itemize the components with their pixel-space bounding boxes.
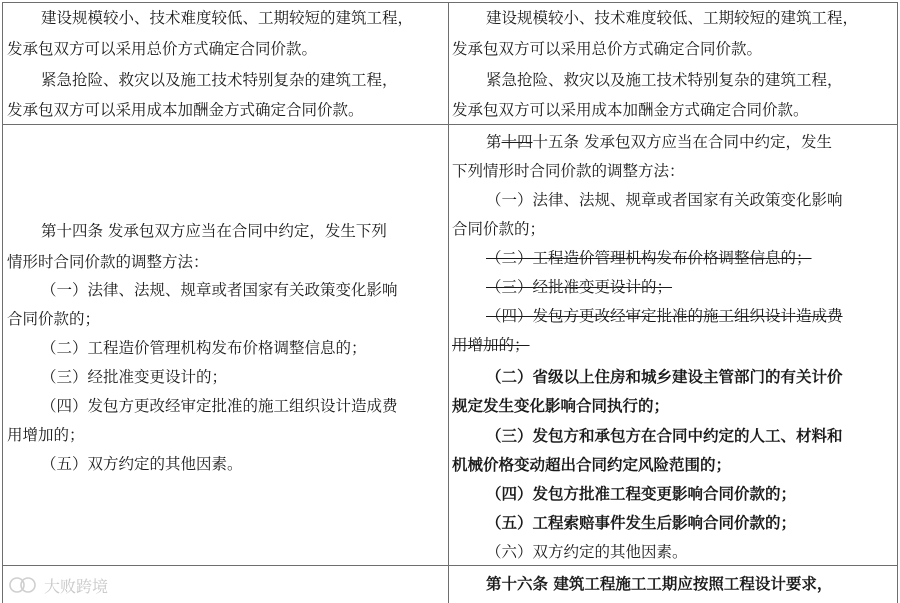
deleted-item-2: （二）工程造价管理机构发布价格调整信息的； xyxy=(486,249,812,267)
added-item-2-cont: 规定发生变化影响合同执行的； xyxy=(452,396,670,415)
left-item-5: （五）双方约定的其他因素。 xyxy=(41,455,243,473)
right-item-6: （六）双方约定的其他因素。 xyxy=(486,543,688,561)
left-r1-line-3: 紧急抢险、救灾以及施工技术特别复杂的建筑工程， xyxy=(41,71,398,89)
left-item-2: （二）工程造价管理机构发布价格调整信息的； xyxy=(41,339,367,357)
left-article-14-heading: 第十四条 发承包双方应当在合同中约定，发生下列 xyxy=(41,222,387,240)
right-r1-line-4: 发承包双方可以采用成本加酬金方式确定合同价款。 xyxy=(452,101,809,119)
added-item-4: （四）发包方批准工程变更影响合同价款的； xyxy=(486,484,797,503)
right-item-1: （一）法律、法规、规章或者国家有关政策变化影响 xyxy=(486,191,843,209)
left-r2-line-2: 情形时合同价款的调整方法： xyxy=(7,253,209,271)
row-divider-1 xyxy=(2,124,898,125)
table-border-top xyxy=(2,2,898,3)
added-item-3: （三）发包方和承包方在合同中约定的人工、材料和 xyxy=(486,426,843,445)
left-item-3: （三）经批准变更设计的； xyxy=(41,368,228,386)
struck-article-number: 十四 xyxy=(501,133,533,151)
watermark-text: 大败跨境 xyxy=(44,576,109,596)
table-border-right xyxy=(897,2,898,603)
table-border-left xyxy=(2,2,3,603)
right-r1-line-3: 紧急抢险、救灾以及施工技术特别复杂的建筑工程， xyxy=(486,71,843,89)
deleted-item-4: （四）发包方更改经审定批准的施工组织设计造成费 xyxy=(486,307,843,325)
added-item-3-cont: 机械价格变动超出合同约定风险范围的； xyxy=(452,455,732,474)
added-item-5: （五）工程索赔事件发生后影响合同价款的； xyxy=(486,513,797,532)
right-article-16-heading: 第十六条 建筑工程施工工期应按照工程设计要求， xyxy=(486,574,833,593)
right-r1-line-1: 建设规模较小、技术难度较低、工期较短的建筑工程， xyxy=(486,9,859,27)
article-prefix: 第 xyxy=(486,133,502,151)
right-item-1-cont: 合同价款的； xyxy=(452,220,546,238)
deleted-item-4-cont: 用增加的； xyxy=(452,336,530,354)
deleted-item-3: （三）经批准变更设计的； xyxy=(486,278,673,296)
watermark xyxy=(8,573,108,597)
new-article-number: 十五 xyxy=(532,133,564,151)
right-r2-line-2: 下列情形时合同价款的调整方法： xyxy=(452,162,685,180)
left-item-1: （一）法律、法规、规章或者国家有关政策变化影响 xyxy=(41,281,398,299)
watermark-logo-icon xyxy=(8,575,38,595)
left-r1-line-2: 发承包双方可以采用总价方式确定合同价款。 xyxy=(7,40,318,58)
left-r1-line-4: 发承包双方可以采用成本加酬金方式确定合同价款。 xyxy=(7,101,364,119)
right-article-15-heading xyxy=(452,132,896,152)
column-divider xyxy=(448,2,449,603)
left-item-1-cont: 合同价款的； xyxy=(7,310,101,328)
left-item-4: （四）发包方更改经审定批准的施工组织设计造成费 xyxy=(41,397,398,415)
added-item-2: （二）省级以上住房和城乡建设主管部门的有关计价 xyxy=(486,367,843,386)
left-item-4-cont: 用增加的； xyxy=(7,426,85,444)
article-heading-text: 条 发承包双方应当在合同中约定，发生 xyxy=(563,133,832,151)
right-r1-line-2: 发承包双方可以采用总价方式确定合同价款。 xyxy=(452,40,763,58)
left-r1-line-1: 建设规模较小、技术难度较低、工期较短的建筑工程， xyxy=(41,9,414,27)
row-divider-2 xyxy=(2,565,898,566)
